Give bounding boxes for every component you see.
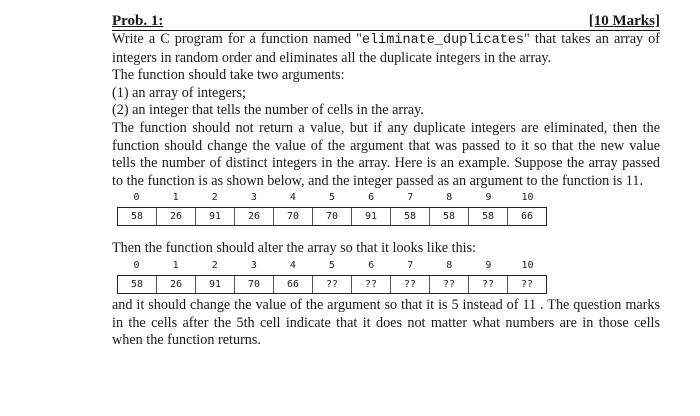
problem-header: [112, 12, 660, 31]
array-cell: 91: [195, 276, 234, 293]
problem-marks: [10 Marks]: [588, 13, 660, 29]
index-label: 3: [250, 192, 257, 204]
index-label: 10: [521, 259, 534, 271]
array-cell: 58: [468, 208, 507, 225]
array-cell: ??: [351, 276, 390, 293]
intro-text-after: " that takes an array of integers in random order and eliminates all the duplicate integers in the array.: [112, 31, 660, 66]
index-label: 9: [485, 259, 492, 271]
index-label: 7: [407, 192, 414, 204]
array-cell: 58: [429, 208, 468, 225]
input-array-indices: [117, 192, 547, 207]
array-cell: ??: [429, 276, 468, 293]
index-label: 2: [211, 259, 218, 271]
array-cell: 70: [273, 208, 312, 225]
index-label: 7: [407, 259, 414, 271]
array-cell: ??: [468, 276, 507, 293]
array-cell: 91: [195, 208, 234, 225]
index-label: 10: [521, 192, 534, 204]
array-cell: 58: [130, 211, 144, 223]
index-label: 2: [211, 192, 218, 204]
output-array-indices: [117, 260, 547, 275]
index-label: 8: [446, 192, 453, 204]
array-cell: 58: [130, 278, 144, 290]
array-cell: 58: [390, 208, 429, 225]
transition-text: Then the function should alter the array so that it looks like this:: [112, 240, 477, 257]
index-label: 0: [133, 259, 140, 271]
behavior-paragraph: The function should not return a value, but if any duplicate integers are eliminated, then the function should change the value of the argument that was passed to it so that the new value tells the number of distinct integers in the array. Here is an example. Suppose the array passed to the function is as shown below, and the integer passed as an argument to the function is 11.: [112, 119, 660, 189]
array-cell: 66: [273, 276, 312, 293]
function-name-code: eliminate_duplicates: [361, 33, 524, 48]
array-cell: 26: [156, 276, 195, 293]
array-cell: ??: [390, 276, 429, 293]
input-array-cells: [117, 207, 547, 226]
array-cell: 70: [234, 276, 273, 293]
array-cell: 26: [156, 208, 195, 225]
argument-2: (2) an integer that tells the number of cells in the array.: [112, 102, 424, 119]
arguments-line: The function should take two arguments:: [112, 67, 345, 84]
index-label: 4: [289, 259, 296, 271]
index-label: 5: [329, 192, 336, 204]
index-label: 3: [250, 259, 257, 271]
intro-paragraph: [112, 31, 660, 67]
index-label: 5: [329, 259, 336, 271]
index-label: 4: [289, 192, 296, 204]
index-label: 1: [172, 192, 179, 204]
array-cell: 70: [312, 208, 351, 225]
array-cell: 66: [507, 208, 546, 225]
index-label: 1: [172, 259, 179, 271]
conclusion-paragraph: and it should change the value of the argument so that it is 5 instead of 11 . The question marks in the cells after the 5th cell indicate that it does not matter what numbers are in those cells when the function returns.: [112, 296, 660, 349]
problem-page: [112, 12, 660, 350]
index-label: 0: [133, 192, 140, 204]
index-label: 6: [368, 192, 375, 204]
index-label: 6: [368, 259, 375, 271]
array-cell: ??: [312, 276, 351, 293]
array-cell: 91: [351, 208, 390, 225]
array-cell: 26: [234, 208, 273, 225]
problem-title: Prob. 1:: [112, 13, 164, 29]
index-label: 8: [446, 259, 453, 271]
argument-1: (1) an array of integers;: [112, 84, 246, 101]
index-label: 9: [485, 192, 492, 204]
array-cell: ??: [507, 276, 546, 293]
intro-text-before: Write a C program for a function named ": [112, 31, 362, 47]
output-array: [117, 260, 547, 294]
output-array-cells: [117, 275, 547, 294]
input-array: [117, 192, 547, 226]
